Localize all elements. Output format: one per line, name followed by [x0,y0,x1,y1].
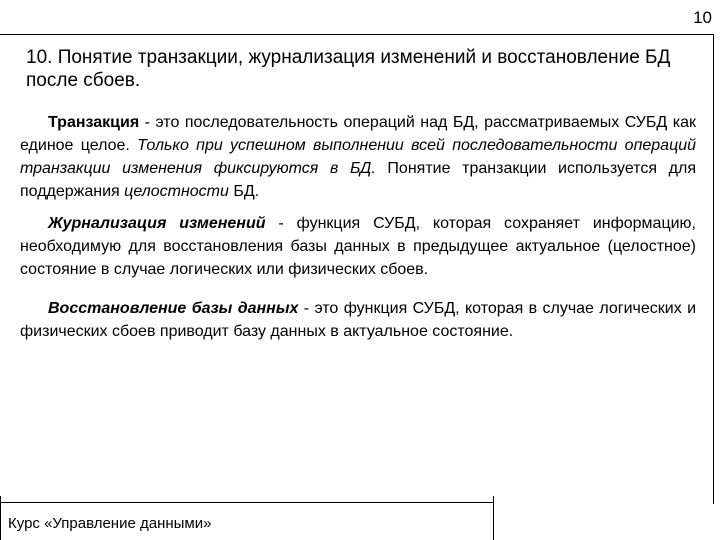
recovery-paragraph [20,297,696,343]
journaling-text: - функция СУБД, которая сохраняет информацию, необходимую для восстановления базы данных в предыдущее актуальное (целостное) состояние в случае логических или физических сбоев. [20,215,696,278]
integrity-term: целостности [124,183,229,200]
journaling-term: Журнализация изменений [48,215,266,232]
top-divider [0,34,714,35]
recovery-text: - это функция СУБД, которая в случае логических и физических сбоев приводит базу данных в актуальное состояние. [20,300,697,340]
page-number: 10 [693,8,712,27]
right-border [713,34,714,504]
transaction-italic-text: Только при успешном выполнении всей последовательности операций транзакции изменения фиксируются в БД. [20,137,697,177]
transaction-term: Транзакция [48,114,140,131]
journaling-paragraph [20,212,696,281]
transaction-text-1: - это последовательность операций над БД, рассматриваемых СУБД как единое целое. [20,114,696,154]
transaction-text-2: Понятие транзакции используется для поддержания [20,160,696,200]
transaction-paragraph [20,111,696,203]
slide-title: 10. Понятие транзакции, журнализация изменений и восстановление БД после сбоев. [26,47,671,91]
course-footer: Курс «Управление данными» [8,515,212,532]
footer-left-border [0,496,1,540]
footer-divider [0,502,494,503]
transaction-text-3: БД. [228,183,260,200]
footer-right-border [493,496,494,540]
recovery-term: Восстановление базы данных [48,300,299,317]
